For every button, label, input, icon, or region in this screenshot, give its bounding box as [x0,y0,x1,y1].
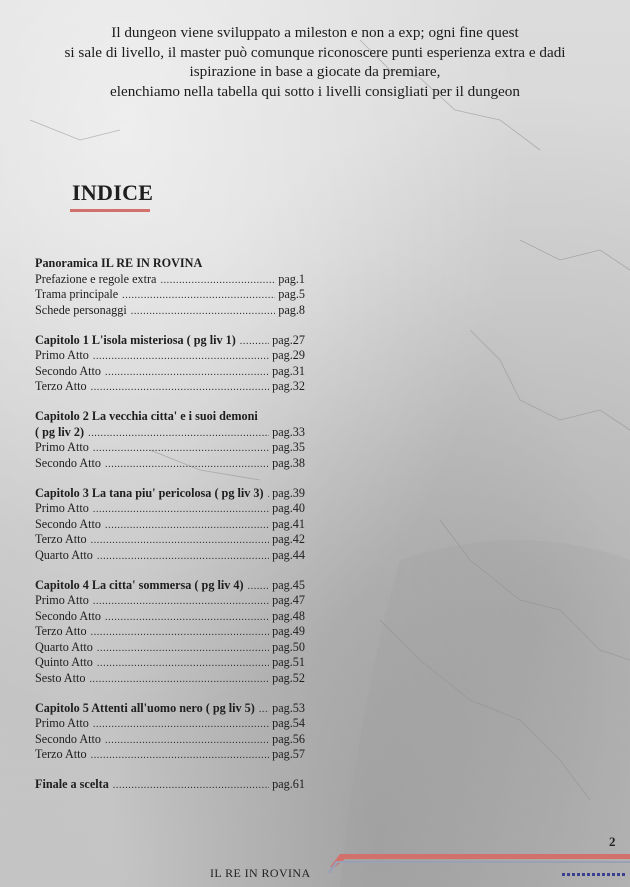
page-number: 2 [609,834,616,849]
toc-entry[interactable] [35,517,305,533]
dot-leader [93,594,269,610]
intro-line: ispirazione in base a giocate da premiare, [189,63,441,80]
toc-heading-label: Capitolo 5 Attenti all'uomo nero ( pg liv 5) [35,700,255,715]
toc-heading-label: Capitolo 3 La tana piu' pericolosa ( pg liv 3) [35,485,264,500]
toc-heading[interactable] [35,777,305,793]
dot-leader [240,334,269,350]
toc-entry-label: Terzo Atto [35,379,87,393]
dot-leader [160,273,275,289]
dot-leader [248,579,270,595]
dot-leader [91,533,270,549]
toc-entry-label: Quarto Atto [35,547,93,562]
toc-heading[interactable] [35,486,305,502]
dot-leader [93,717,269,733]
toc-entry-label: Terzo Atto [35,624,87,638]
toc-entry[interactable] [35,532,305,548]
toc-entry-page: pag.42 [272,532,305,546]
dot-leader [89,672,269,688]
toc-entry-page: pag.31 [272,363,305,378]
toc-entry[interactable] [35,732,305,748]
toc-entry[interactable] [35,655,305,671]
toc-entry-label: Primo Atto [35,501,89,515]
toc-heading-page: pag.45 [272,577,305,592]
toc-heading-page: pag.33 [272,424,305,439]
toc-entry-page: pag.44 [272,547,305,562]
toc-heading-page: pag.27 [272,332,305,347]
toc-entry[interactable] [35,671,305,687]
toc-entry-page: pag.49 [272,624,305,638]
toc-group-finale [35,777,305,793]
dot-leader [259,702,269,718]
toc-entry-label: Quarto Atto [35,639,93,654]
toc-heading-label: Finale a scelta [35,777,109,791]
toc-heading-page: pag.61 [272,777,305,791]
toc-heading-label: Panoramica IL RE IN ROVINA [35,256,203,270]
toc-entry[interactable] [35,747,305,763]
dot-leader [113,778,269,794]
dot-leader [97,549,269,565]
toc-heading-label: Capitolo 4 La citta' sommersa ( pg liv 4) [35,577,244,592]
toc-entry-label: Prefazione e regole extra [35,271,157,286]
toc-entry-page: pag.48 [272,608,305,623]
toc-entry-page: pag.29 [272,348,305,362]
table-of-contents [35,256,305,807]
toc-heading[interactable] [35,578,305,594]
toc-entry-page: pag.41 [272,516,305,531]
index-title-underline [70,209,150,212]
toc-entry[interactable] [35,348,305,364]
toc-heading-label: ( pg liv 2) [35,424,85,439]
toc-entry-label: Terzo Atto [35,747,87,761]
toc-heading[interactable] [35,333,305,349]
dot-leader [97,641,269,657]
intro-paragraph [30,23,600,101]
toc-entry[interactable] [35,609,305,625]
toc-heading-label: Capitolo 1 L'isola misteriosa ( pg liv 1) [35,332,236,347]
toc-entry[interactable] [35,379,305,395]
dot-leader [93,441,269,457]
dot-leader [91,748,270,764]
toc-entry[interactable] [35,640,305,656]
toc-heading[interactable] [35,256,305,272]
toc-entry-label: Primo Atto [35,348,89,362]
footer-decoration [0,840,630,887]
toc-entry-label: Trama principale [35,287,119,301]
toc-group-capitolo-3 [35,486,305,564]
toc-entry[interactable] [35,364,305,380]
toc-entry-page: pag.35 [272,440,305,454]
toc-entry-page: pag.57 [272,747,305,761]
toc-entry-page: pag.52 [272,670,305,685]
dot-leader [93,349,269,365]
toc-entry[interactable] [35,272,305,288]
toc-entry-label: Secondo Atto [35,455,102,470]
index-title: INDICE [72,180,154,205]
toc-entry-label: Secondo Atto [35,731,102,746]
toc-entry-label: Secondo Atto [35,516,102,531]
dot-leader [97,656,269,672]
dot-leader [105,733,269,749]
toc-entry[interactable] [35,593,305,609]
toc-group-panoramica [35,256,305,318]
toc-entry-page: pag.50 [272,639,305,654]
toc-entry-label: Secondo Atto [35,363,102,378]
toc-entry[interactable] [35,303,305,319]
intro-line: si sale di livello, il master può comunque riconoscere punti esperienza extra e dadi [64,43,566,61]
dot-leader [105,518,269,534]
toc-entry-page: pag.54 [272,716,305,730]
toc-entry-label: Sesto Atto [35,670,86,685]
toc-group-capitolo-2 [35,409,305,471]
toc-heading-page: pag.39 [272,485,305,500]
toc-heading-continuation[interactable] [35,425,305,441]
toc-entry[interactable] [35,456,305,472]
toc-entry-label: Terzo Atto [35,532,87,546]
toc-entry-page: pag.5 [278,287,305,301]
dot-leader [122,288,275,304]
toc-entry-page: pag.56 [272,731,305,746]
toc-entry-label: Secondo Atto [35,608,102,623]
dot-leader [131,304,276,320]
dot-leader [105,365,269,381]
toc-entry-label: Primo Atto [35,716,89,730]
dot-leader [91,380,270,396]
toc-heading[interactable] [35,409,305,425]
dot-leader [105,610,269,626]
footer-book-title: IL RE IN ROVINA [210,866,311,880]
toc-entry-label: Primo Atto [35,440,89,454]
toc-entry[interactable] [35,501,305,517]
toc-heading[interactable] [35,701,305,717]
toc-entry-page: pag.51 [272,655,305,669]
toc-entry-label: Primo Atto [35,593,89,607]
toc-entry[interactable] [35,287,305,303]
dot-leader [93,502,269,518]
dot-leader [91,625,270,641]
toc-entry-label: Quinto Atto [35,655,93,669]
toc-heading-page: pag.53 [272,700,305,715]
toc-group-capitolo-5 [35,701,305,763]
toc-entry[interactable] [35,440,305,456]
dot-leader [268,487,270,503]
toc-entry-page: pag.8 [278,302,305,317]
toc-entry-page: pag.32 [272,379,305,393]
toc-entry[interactable] [35,548,305,564]
toc-entry-page: pag.47 [272,593,305,607]
intro-line: elenchiamo nella tabella qui sotto i livelli consigliati per il dungeon [110,82,520,100]
dot-leader [88,426,269,442]
toc-entry[interactable] [35,624,305,640]
dot-leader [105,457,269,473]
toc-entry-page: pag.40 [272,501,305,515]
toc-entry-page: pag.38 [272,455,305,470]
toc-entry[interactable] [35,716,305,732]
toc-group-capitolo-1 [35,333,305,395]
intro-line: Il dungeon viene sviluppato a mileston e non a exp; ogni fine quest [111,24,519,41]
toc-entry-page: pag.1 [278,271,305,286]
toc-group-capitolo-4 [35,578,305,687]
toc-entry-label: Schede personaggi [35,302,127,317]
toc-heading-label: Capitolo 2 La vecchia citta' e i suoi demoni [35,409,258,423]
